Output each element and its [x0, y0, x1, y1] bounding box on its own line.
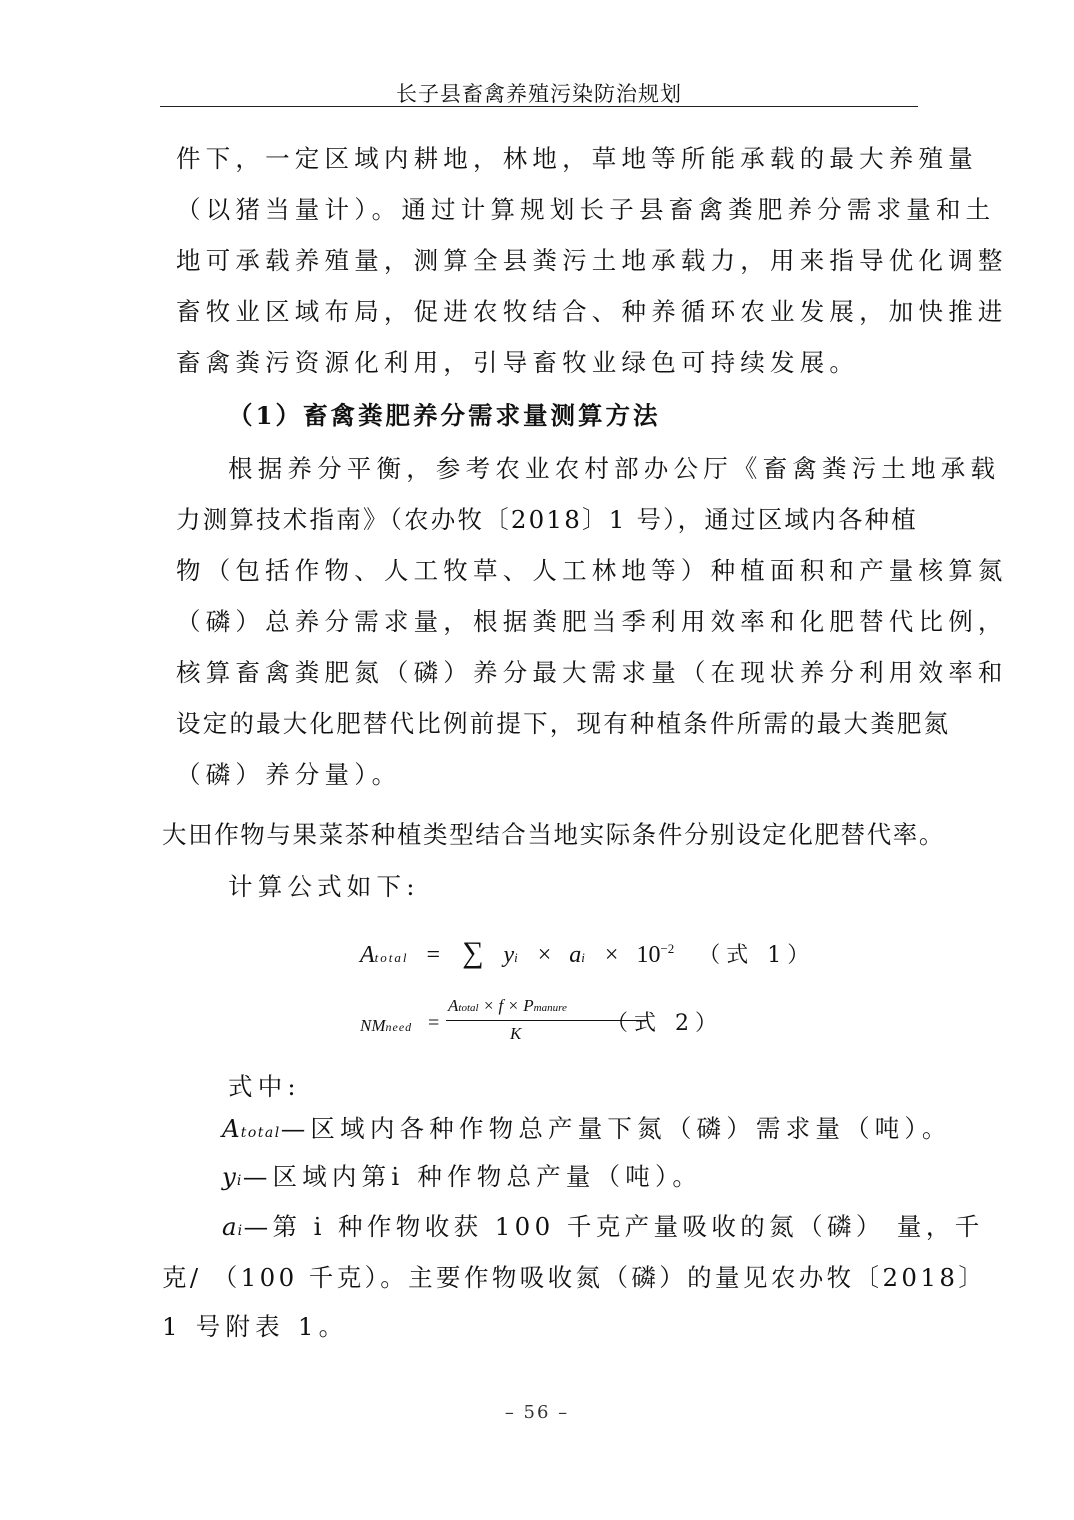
substitution-note: 大田作物与果菜茶种植类型结合当地实际条件分别设定化肥替代率。 — [162, 820, 945, 849]
intro-line-5: 畜禽粪污资源化利用，引导畜牧业绿色可持续发展。 — [176, 348, 860, 377]
formula2-num-p: P — [523, 996, 534, 1015]
def-text: —第 i 种作物收获 100 千克产量吸收的氮（磷） 量，千 — [243, 1212, 984, 1241]
running-header: 长子县畜禽养殖污染防治规划 — [396, 82, 682, 106]
formula1-times-2: × — [604, 942, 619, 968]
definition-cont-1: 克/ （100 千克）。主要作物吸收氮（磷）的量见农办牧〔2018〕 — [162, 1263, 987, 1292]
formula1-exp: −2 — [660, 941, 675, 956]
method-line-2: 力测算技术指南》（农办牧〔2018〕1 号），通过区域内各种植 — [176, 505, 918, 534]
formula2-numerator — [448, 996, 567, 1016]
method-line-1: 根据养分平衡，参考农业农村部办公厅《畜禽粪污土地承载 — [228, 454, 1001, 483]
method-line-7: （磷）养分量）。 — [176, 760, 402, 789]
formula-intro: 计算公式如下: — [228, 872, 420, 901]
definition-y-i — [222, 1160, 702, 1198]
formula-1 — [360, 936, 815, 970]
formula2-num-mid: × f × — [478, 996, 524, 1015]
def-symbol-sub: i — [237, 1223, 244, 1239]
def-symbol: A — [222, 1114, 241, 1143]
def-text: —区域内第i 种作物总产量（吨）。 — [242, 1162, 703, 1191]
method-line-4: （磷）总养分需求量，根据粪肥当季利用效率和化肥替代比例， — [176, 607, 1008, 636]
formula1-sum: ∑ — [462, 936, 484, 969]
method-line-5: 核算畜禽粪肥氮（磷）养分最大需求量（在现状养分利用效率和 — [176, 658, 1008, 687]
formula2-num-p-sub: manure — [533, 1002, 567, 1014]
intro-line-3: 地可承载养殖量，测算全县粪污土地承载力，用来指导优化调整 — [176, 246, 1008, 275]
formula1-y: y — [503, 942, 515, 968]
formula2-lhs-symbol: NM — [360, 1016, 386, 1035]
header-rule — [160, 106, 918, 107]
formula2-tag: （式 2） — [606, 1011, 723, 1036]
definition-a-i — [222, 1210, 984, 1248]
section-heading: （1）畜禽粪肥养分需求量测算方法 — [228, 401, 661, 430]
definition-a-total — [222, 1112, 952, 1150]
formula1-lhs-sub: total — [374, 950, 409, 965]
def-symbol-sub: total — [240, 1125, 281, 1141]
method-line-6: 设定的最大化肥替代比例前提下，现有种植条件所需的最大粪肥氮 — [176, 709, 951, 738]
formula1-y-sub: i — [514, 950, 520, 965]
def-symbol: y — [222, 1162, 237, 1191]
formula2-eq: = — [428, 1012, 440, 1034]
formula1-a-sub: i — [581, 950, 587, 965]
def-symbol-sub: i — [236, 1173, 243, 1189]
method-line-3: 物（包括作物、人工牧草、人工林地等）种植面积和产量核算氮 — [176, 556, 1008, 585]
formula1-tag: （式 1） — [698, 943, 816, 968]
intro-line-1: 件下，一定区域内耕地，林地，草地等所能承载的最大养殖量 — [176, 144, 978, 173]
formula1-eq: = — [426, 942, 441, 968]
formula2-denominator: K — [510, 1024, 522, 1043]
formula1-base: 10 — [636, 942, 661, 968]
formula2-lhs-sub: need — [385, 1020, 413, 1034]
def-text: —区域内各种作物总产量下氮（磷）需求量（吨）。 — [280, 1114, 952, 1143]
definition-cont-2: 1 号附表 1。 — [162, 1312, 349, 1341]
intro-line-2: （以猪当量计）。通过计算规划长子县畜禽粪肥养分需求量和土 — [176, 195, 996, 224]
formula1-lhs: A — [360, 942, 375, 968]
definitions-intro: 式中: — [228, 1072, 301, 1101]
formula2-num-a-sub: total — [458, 1002, 479, 1014]
def-symbol: a — [222, 1212, 238, 1241]
formula2-num-a: A — [448, 996, 459, 1015]
formula2-lhs — [360, 1016, 412, 1036]
formula1-times-1: × — [537, 942, 552, 968]
intro-line-4: 畜牧业区域布局，促进农牧结合、种养循环农业发展，加快推进 — [176, 297, 1008, 326]
page-number: – 56 – — [504, 1402, 570, 1423]
formula1-a: a — [569, 942, 582, 968]
